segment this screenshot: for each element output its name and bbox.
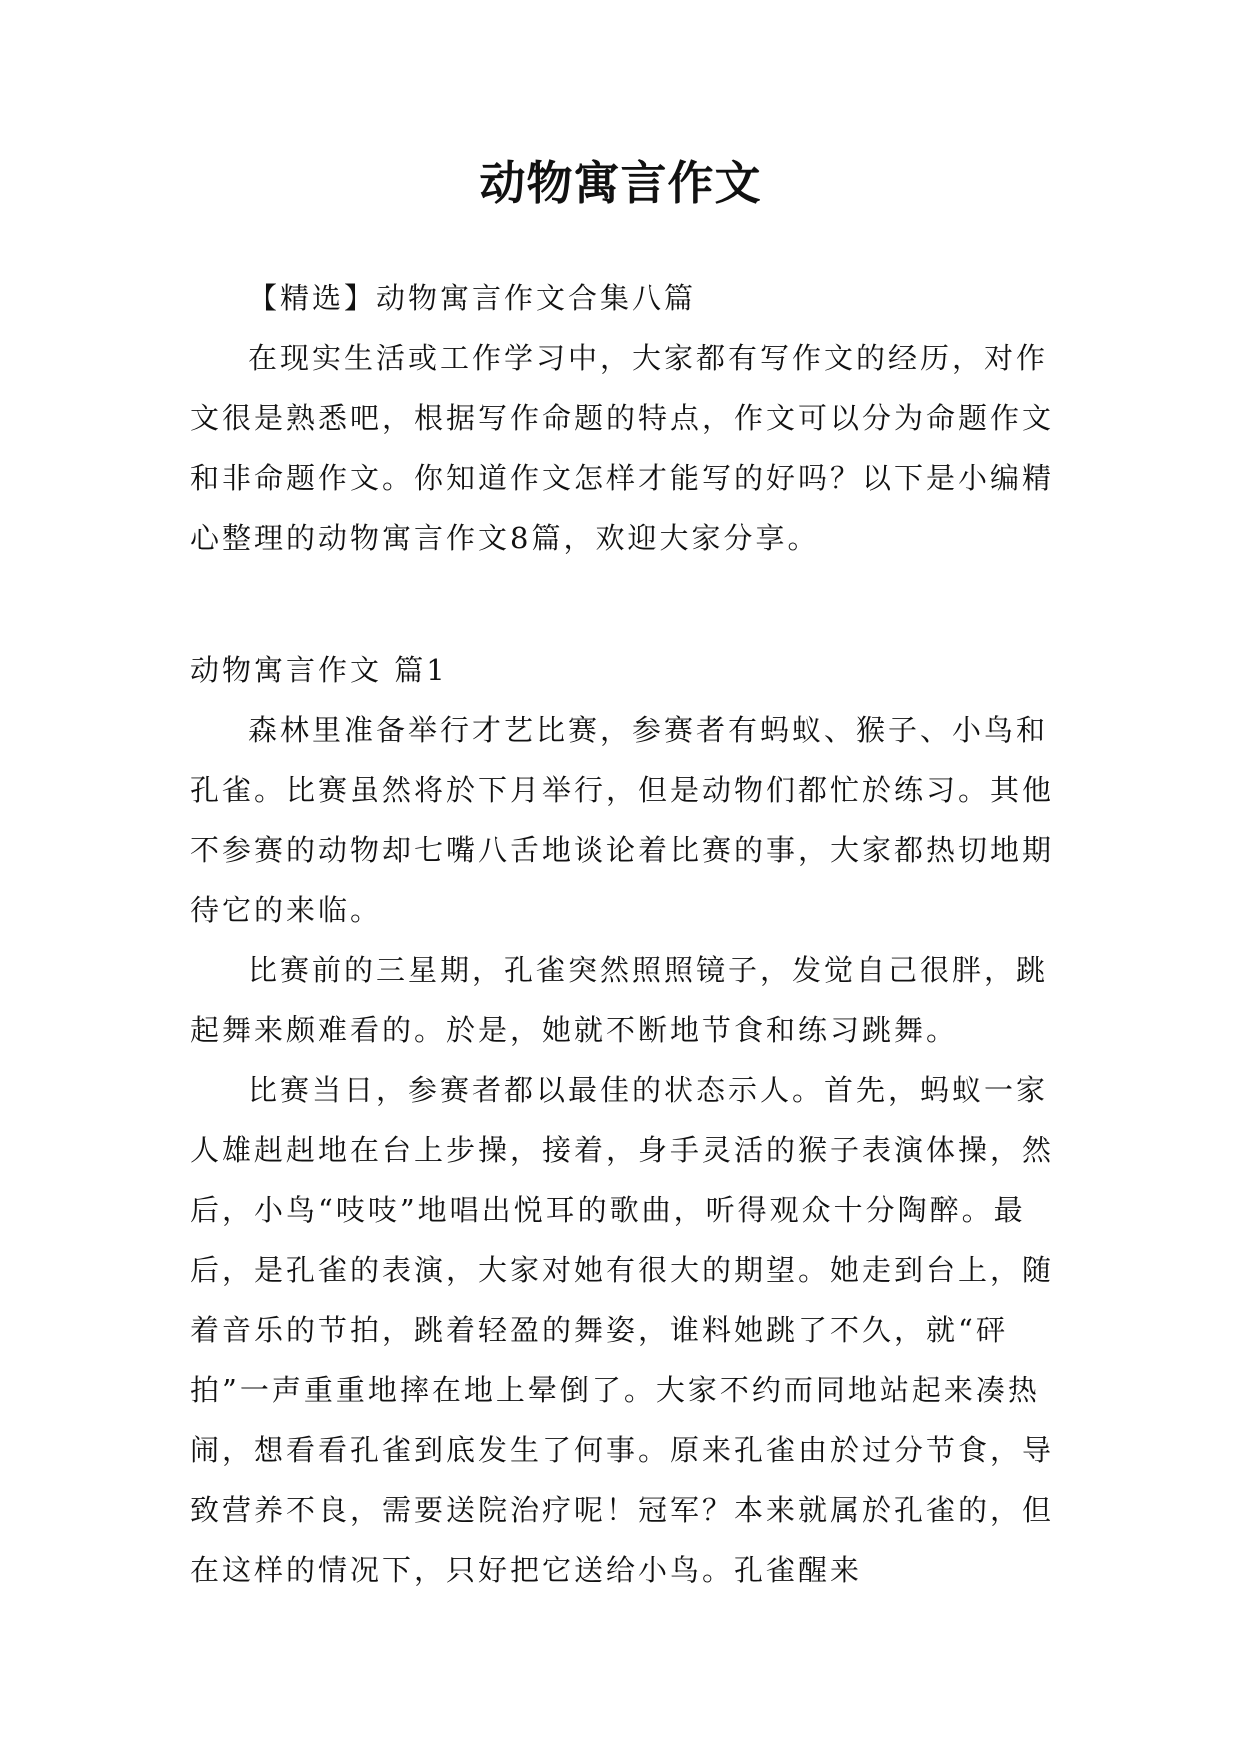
section-paragraph-2: 比赛前的三星期，孔雀突然照照镜子，发觉自己很胖，跳起舞来颇难看的。於是，她就不断地节食和练习跳舞。	[190, 953, 1049, 1047]
section-paragraph-1: 森林里准备举行才艺比赛，参赛者有蚂蚁、猴子、小鸟和孔雀。比赛虽然将於下月举行，但是动物们都忙於练习。其他不参赛的动物却七嘴八舌地谈论着比赛的事，大家都热切地期待它的来临。	[190, 713, 1055, 927]
document-title: 动物寓言作文	[479, 156, 762, 210]
document-body	[190, 268, 1070, 1600]
document-subtitle: 【精选】动物寓言作文合集八篇	[248, 281, 697, 315]
section-paragraph-3: 比赛当日，参赛者都以最佳的状态示人。首先，蚂蚁一家人雄赳赳地在台上步操，接着，身手灵活的猴子表演体操，然后，小鸟“吱吱”地唱出悦耳的歌曲，听得观众十分陶醉。最后，是孔雀的表演，大家对她有很大的期望。她走到台上，随着音乐的节拍，跳着轻盈的舞姿，谁料她跳了不久，就“砰拍”一声重重地摔在地上晕倒了。大家不约而同地站起来凑热闹，想看看孔雀到底发生了何事。原来孔雀由於过分节食，导致营养不良，需要送院治疗呢！冠军？本来就属於孔雀的，但在这样的情况下，只好把它送给小鸟。孔雀醒来	[190, 1073, 1055, 1587]
section-heading: 动物寓言作文 篇1	[190, 653, 448, 687]
intro-paragraph: 在现实生活或工作学习中，大家都有写作文的经历，对作文很是熟悉吧，根据写作命题的特点，作文可以分为命题作文和非命题作文。你知道作文怎样才能写的好吗？以下是小编精心整理的动物寓言作文8篇，欢迎大家分享。	[190, 341, 1055, 555]
section-spacer	[190, 568, 1070, 640]
